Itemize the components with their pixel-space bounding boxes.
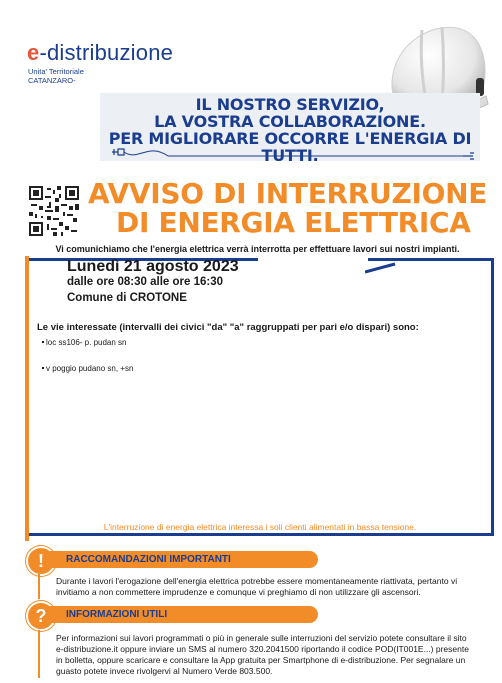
street-item: loc ss106- p. pudan sn <box>46 338 127 347</box>
recommendations-text: Durante i lavori l'erogazione dell'energia elettrica potrebbe essere momentaneamente riattivata, pertanto vi invitiamo a non commettere imprudenze e comunque vi preghiamo di non utilizzare gli ascensori. <box>56 576 458 597</box>
info-rule <box>38 630 40 678</box>
frame-top-gap <box>258 256 368 262</box>
intro-text: Vi comunichiamo che l'energia elettrica verrà interrotta per effettuare lavori sui nostri impianti. <box>55 244 460 254</box>
logo-e: e <box>27 40 40 65</box>
unit-label: Unita' Territoriale <box>28 67 84 76</box>
recommendations-heading: RACCOMANDAZIONI IMPORTANTI <box>48 551 318 568</box>
slogan-line-2: LA VOSTRA COLLABORAZIONE. <box>154 112 426 131</box>
unit-city: CATANZARO- <box>28 76 76 85</box>
exclamation-icon: ! <box>26 546 56 576</box>
title-line-2: DI ENERGIA ELETTRICA <box>116 206 471 239</box>
qr-code <box>29 186 79 236</box>
title-line-1: AVVISO DI INTERRUZIONE <box>88 177 488 210</box>
interruption-comune: Comune di CROTONE <box>67 292 187 304</box>
streets-heading: Le vie interessate (intervalli dei civici "da" "a" raggruppati per pari e/o dispari) sono: <box>37 322 419 333</box>
info-heading: INFORMAZIONI UTILI <box>48 606 318 623</box>
slogan-line-3: PER MIGLIORARE OCCORRE L'ENERGIA DI TUTTI. <box>108 129 472 165</box>
frame-corner-decoration <box>365 262 405 274</box>
question-icon: ? <box>26 601 56 631</box>
frame-orange-accent <box>25 256 29 541</box>
territorial-unit <box>28 67 84 85</box>
interruption-hours: dalle ore 08:30 alle ore 16:30 <box>67 276 223 288</box>
slogan-line-1: IL NOSTRO SERVIZIO, <box>195 95 385 114</box>
notice-title <box>88 179 498 237</box>
plug-cable-decoration <box>108 144 478 162</box>
street-item: v poggio pudano sn, +sn <box>46 364 134 373</box>
low-voltage-footnote: L'interruzione di energia elettrica interessa i soli clienti alimentati in bassa tensione. <box>103 522 417 532</box>
info-text: Per informazioni sui lavori programmati o più in generale sulle interruzioni del servizio potete consultare il sito e-distribuzione.it oppure inviare un SMS al numero 320.2041500 riportando il codice POD(IT001E...) presente in bolletta, oppure scaricare e consultare la App gratuita per Smartphone di e-distribuzione. Per segnalare un guasto potete invece rivolgervi al Numero Verde 803.500. <box>56 633 469 676</box>
recommendations-rule <box>38 574 40 599</box>
interruption-date: Lunedì 21 agosto 2023 <box>67 258 239 275</box>
brand-logo <box>27 40 173 66</box>
logo-text: -distribuzione <box>39 40 174 65</box>
